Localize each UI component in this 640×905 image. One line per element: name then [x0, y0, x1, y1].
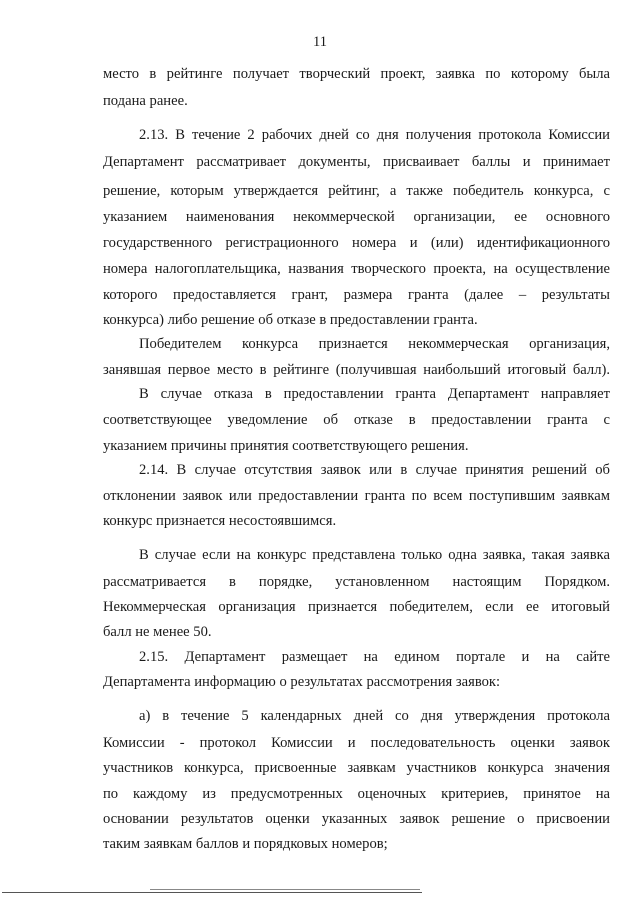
text-line: конкурса) либо решение об отказе в предоставлении гранта. [103, 312, 478, 328]
text-line: 2.14. В случае отсутствия заявок или в случае принятия решений об [139, 462, 610, 478]
text-line: В случае если на конкурс представлена только одна заявка, такая заявка [139, 547, 610, 563]
text-line: соответствующее уведомление об отказе в предоставлении гранта с [103, 412, 610, 428]
text-line: подана ранее. [103, 93, 188, 109]
page-number: 11 [313, 34, 327, 50]
text-line: таким заявкам баллов и порядковых номеров; [103, 836, 388, 852]
text-line: по каждому из предусмотренных оценочных критериев, принятое на [103, 786, 610, 802]
text-line: а) в течение 5 календарных дней со дня утверждения протокола [139, 708, 610, 724]
text-line: Некоммерческая организация признается победителем, если ее итоговый [103, 599, 610, 615]
text-line: конкурс признается несостоявшимся. [103, 513, 337, 529]
text-line: решение, которым утверждается рейтинг, а также победитель конкурса, с [103, 183, 610, 199]
text-line: указанием причины принятия соответствующего решения. [103, 438, 469, 454]
text-line: Департамент рассматривает документы, присваивает баллы и принимает [103, 154, 610, 170]
text-line: рассматривается в порядке, установленном настоящим Порядком. [103, 574, 610, 590]
text-line: Департамента информацию о результатах рассмотрения заявок: [103, 674, 501, 690]
text-line: государственного регистрационного номера и (или) идентификационного [103, 235, 610, 251]
text-line: отклонении заявок или предоставлении гранта по всем поступившим заявкам [103, 488, 610, 504]
text-line: 2.13. В течение 2 рабочих дней со дня получения протокола Комиссии [139, 127, 610, 143]
text-line: балл не менее 50. [103, 624, 212, 640]
text-line: указанием наименования некоммерческой организации, ее основного [103, 209, 610, 225]
text-line: В случае отказа в предоставлении гранта Департамент направляет [139, 386, 610, 402]
text-line: Комиссии - протокол Комиссии и последовательность оценки заявок [103, 735, 610, 751]
text-line: место в рейтинге получает творческий проект, заявка по которому была [103, 66, 610, 82]
text-line: 2.15. Департамент размещает на едином портале и на сайте [139, 649, 610, 665]
bottom-rule [2, 892, 422, 893]
text-line: номера налогоплательщика, названия творческого проекта, на осуществление [103, 261, 610, 277]
text-line: которого предоставляется грант, размера гранта (далее – результаты [103, 287, 610, 303]
text-line: Победителем конкурса признается некоммерческая организация, [139, 336, 610, 352]
text-line: основании результатов оценки указанных заявок решение о присвоении [103, 811, 610, 827]
text-line: участников конкурса, присвоенные заявкам участников конкурса значения [103, 760, 610, 776]
bottom-rule-inner [150, 889, 420, 890]
text-line: занявшая первое место в рейтинге (получившая наибольший итоговый балл). [103, 362, 610, 378]
